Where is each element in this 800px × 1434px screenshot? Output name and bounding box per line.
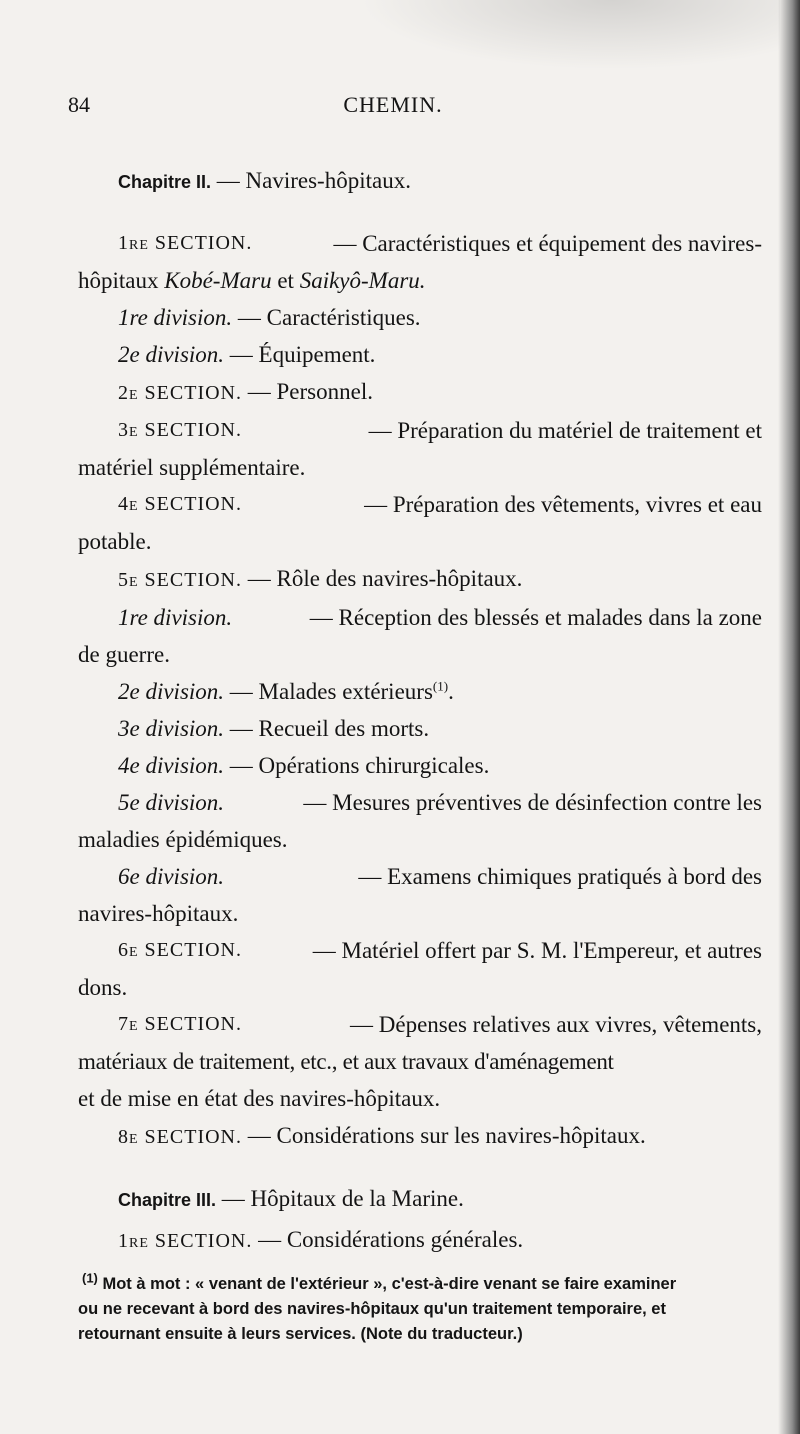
section-text: — Préparation du matériel de traitement et <box>368 418 762 443</box>
footnote-text: Mot à mot : « venant de l'extérieur », c'est-à-dire venant se faire examiner <box>102 1275 677 1293</box>
footnote-reference: (1) <box>432 678 449 694</box>
chapter-title: — Navires-hôpitaux. <box>216 168 411 193</box>
section-label: 7e SECTION. <box>118 1013 242 1035</box>
section-text: — Personnel. <box>247 379 373 404</box>
section-5 <box>78 560 762 599</box>
section-5-division-2 <box>78 673 762 710</box>
footnote-line-3: retournant ensuite à leurs services. (Note du traducteur.) <box>78 1325 523 1343</box>
chapter-2-heading <box>78 162 762 201</box>
chapter-3-section-1 <box>78 1221 762 1260</box>
footnote-line-1 <box>78 1272 762 1297</box>
section-label: 1re SECTION. <box>118 1230 253 1252</box>
division-label: 5e division. <box>118 790 225 815</box>
section-label: 1re SECTION. <box>118 232 253 254</box>
section-label: 5e SECTION. <box>118 569 242 591</box>
running-head <box>68 92 758 126</box>
division-label: 3e division. <box>118 716 225 741</box>
section-text: — Préparation des vêtements, vivres et eau <box>364 492 762 517</box>
chapter-title: — Hôpitaux de la Marine. <box>221 1186 464 1211</box>
ship-name: Kobé-Maru <box>164 268 272 293</box>
chapter-label: Chapitre II. <box>118 172 212 192</box>
division-text-end: . <box>448 679 454 704</box>
division-line-2: de guerre. <box>78 642 170 667</box>
section-label: 4e SECTION. <box>118 493 242 515</box>
section-5-division-6 <box>78 858 762 932</box>
chapter-label: Chapitre III. <box>118 1190 217 1210</box>
section-4 <box>78 486 762 560</box>
division-line-1 <box>78 599 762 636</box>
division-line-2: maladies épidémiques. <box>78 827 288 852</box>
division-text: — Recueil des morts. <box>229 716 430 741</box>
section-7-line-2: matériaux de traitement, etc., et aux travaux d'aménagement <box>78 1049 614 1074</box>
footnote-marker: (1) <box>82 1270 98 1286</box>
section-2 <box>78 373 762 412</box>
division-text: — Équipement. <box>229 342 376 367</box>
division-line-2: navires-hôpitaux. <box>78 901 239 926</box>
division-line-1 <box>78 858 762 895</box>
footnote-line-2: ou ne recevant à bord des navires-hôpitaux qu'un traitement temporaire, et <box>78 1300 666 1318</box>
running-title: CHEMIN. <box>343 92 443 117</box>
section-6 <box>78 932 762 1006</box>
division-label: 2e division. <box>118 679 225 704</box>
section-3-line-2: matériel supplémentaire. <box>78 455 306 480</box>
section-text: — Matériel offert par S. M. l'Empereur, et autres <box>312 938 762 963</box>
section-text: — Rôle des navires-hôpitaux. <box>247 566 523 591</box>
section-label: 2e SECTION. <box>118 382 242 404</box>
division-text: — Caractéristiques. <box>237 305 421 330</box>
section-4-line-1 <box>78 486 762 523</box>
section-5-division-4 <box>78 747 762 784</box>
division-text: — Réception des blessés et malades dans la zone <box>309 605 762 630</box>
paper-stain <box>360 0 780 70</box>
section-label: 8e SECTION. <box>118 1126 242 1148</box>
section-4-line-2: potable. <box>78 529 152 554</box>
section-label: 3e SECTION. <box>118 419 242 441</box>
section-1-line-1 <box>78 225 762 262</box>
division-text: — Mesures préventives de désinfection contre les <box>303 790 762 815</box>
text-fragment: et <box>271 268 300 293</box>
section-3 <box>78 412 762 486</box>
section-7-line-1 <box>78 1006 762 1043</box>
ship-name: Saikyô-Maru. <box>299 268 426 293</box>
division-text: — Malades extérieurs <box>229 679 433 704</box>
division-label: 1re division. <box>118 605 233 630</box>
section-label: 6e SECTION. <box>118 939 242 961</box>
section-7-line-3: et de mise en état des navires-hôpitaux. <box>78 1086 441 1111</box>
division-label: 6e division. <box>118 864 225 889</box>
section-1-division-2 <box>78 336 762 373</box>
section-1-line-2 <box>78 262 762 299</box>
section-6-line-2: dons. <box>78 975 128 1000</box>
division-label: 1re division. <box>118 305 233 330</box>
division-text: — Examens chimiques pratiqués à bord des <box>358 864 762 889</box>
section-6-line-1 <box>78 932 762 969</box>
section-text: — Considérations sur les navires-hôpitaux. <box>247 1123 646 1148</box>
section-5-division-3 <box>78 710 762 747</box>
section-text: — Caractéristiques et équipement des navires- <box>333 231 762 256</box>
section-5-division-5 <box>78 784 762 858</box>
division-label: 2e division. <box>118 342 225 367</box>
section-1 <box>78 225 762 299</box>
division-text: — Opérations chirurgicales. <box>229 753 490 778</box>
section-3-line-1 <box>78 412 762 449</box>
section-text: — Dépenses relatives aux vivres, vêtements, <box>350 1012 762 1037</box>
footnote <box>78 1272 762 1347</box>
section-1-division-1 <box>78 299 762 336</box>
page-edge-shadow <box>778 0 800 1434</box>
section-text: — Considérations générales. <box>258 1227 524 1252</box>
section-8 <box>78 1117 762 1156</box>
text-fragment: hôpitaux <box>78 268 165 293</box>
section-7 <box>78 1006 762 1117</box>
division-label: 4e division. <box>118 753 225 778</box>
page-number: 84 <box>68 92 90 117</box>
section-5-division-1 <box>78 599 762 673</box>
chapter-3-heading <box>78 1180 762 1219</box>
division-line-1 <box>78 784 762 821</box>
page-content <box>78 162 762 1347</box>
